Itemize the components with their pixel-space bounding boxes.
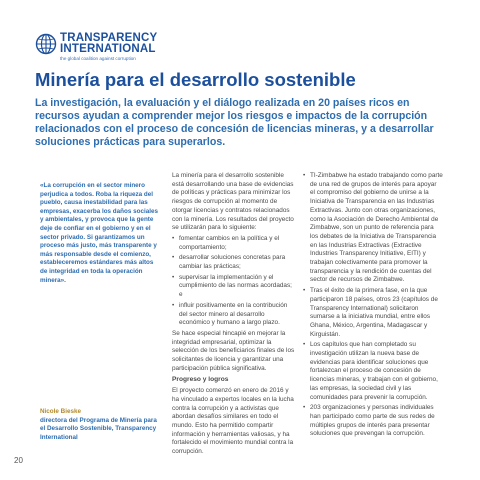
page-subtitle: La investigación, la evaluación y el diálogo realizada en 20 países ricos en recursos ayudan a comprender mejor los riesgos e impactos de la corrupción relacionados con el proceso de concesión de licencias mineras, y a desarrollar soluciones prácticas para superarlos. (35, 97, 434, 148)
list-item: • desarrollar soluciones concretas para cambiar las prácticas; (172, 254, 295, 271)
progress-paragraph: El proyecto comenzó en enero de 2016 y ha vinculado a expertos locales en la lucha contra la corrupción y a activistas que abordan desafíos similares en todo el mundo. Esto ha permitido compartir información y herramientas valiosas, y ha fortalecido el movimiento mundial contra la corrupción. (172, 387, 294, 456)
intro-paragraph: La minería para el desarrollo sostenible está desarrollando una base de evidencias de políticas y prácticas para minimizar los riesgos de corrupción al momento de otorgar licencias y contratos relacionados con la minería. Los resultados del proyecto se utilizarán para lo siguiente: (172, 172, 294, 232)
emphasis-paragraph: Se hace especial hincapié en mejorar la integridad empresarial, optimizar la selección de los beneficiarios finales de los solicitantes de licencia y garantizar una participación pública significativa. (172, 329, 295, 372)
author-role: directora del Programa de Minería para el Desarrollo Sostenible, Transparency International (40, 416, 157, 441)
page-number: 20 (14, 456, 23, 465)
list-item: • Los capítulos que han completado su investigación utilizan la nueva base de evidencias para identificar soluciones que fortalezcan el proceso de concesión de licencias mineras, y trabajan con el gobierno, las empresas, la sociedad civil y las comunidades para prevenir la corrupción. (303, 341, 443, 402)
list-item: • fomentar cambios en la política y el comportamiento; (172, 235, 295, 252)
body-column-middle (172, 172, 295, 459)
logo-line-1: TRANSPARENCY (60, 32, 158, 44)
section-heading: Progreso y logros (172, 376, 229, 384)
list-item: • Tras el éxito de la primera fase, en la que participaron 18 países, otros 23 (capítulos de Transparency International) solicitaron sumarse a la iniciativa mundial, entre ellos Ghana, México, Argentina, Madagascar y Kirguistán. (303, 287, 443, 339)
list-item: • influir positivamente en la contribución del sector minero al desarrollo económico y humano a largo plazo. (172, 302, 295, 328)
globe-logo-icon (35, 33, 57, 55)
pull-quote: «La corrupción en el sector minero perjudica a todos. Roba la riqueza del pueblo, causa inestabilidad para las empresas, exacerba los daños sociales y ambientales, y provoca que la gente deje de confiar en el gobierno y en el sector privado. Si garantizamos un proceso más justo, más transparente y más responsable desde el comienzo, estableceremos estándares más altos de integridad en toda la operación minera». (40, 182, 158, 284)
body-column-right (303, 172, 443, 441)
page-title: Minería para el desarrollo sostenible (35, 69, 356, 90)
logo-tagline: the global coalition against corruption (60, 56, 136, 61)
list-item: • TI-Zimbabwe ha estado trabajando como parte de una red de grupos de interés para apoyar el compromiso del gobierno de unirse a la Iniciativa de Transparencia en las Industrias Extractivas. Junto con otras organizaciones, como la Asociación de Derecho Ambiental de Zimbabwe, son un punto de referencia para los debates de la Iniciativa de Transparencia en las Industrias Extractivas (Extractive Industries Transparency Initiative, EITI) y trabajan colectivamente para promover la transparencia y la rendición de cuentas del sector de recursos de Zimbabwe. (303, 172, 443, 285)
list-item: • 203 organizaciones y personas individuales han participado como parte de sus redes de múltiples grupos de interés para presentar soluciones que prevengan la corrupción. (303, 404, 443, 439)
logo-line-2: INTERNATIONAL (60, 43, 156, 55)
list-item: • supervisar la implementación y el cumplimiento de las normas acordadas; e (172, 274, 295, 300)
goals-list (172, 235, 295, 328)
achievements-list (303, 172, 443, 439)
author-name: Nicole Bieske (40, 408, 81, 415)
transparency-international-logo (35, 33, 157, 62)
quote-attribution (40, 408, 162, 442)
